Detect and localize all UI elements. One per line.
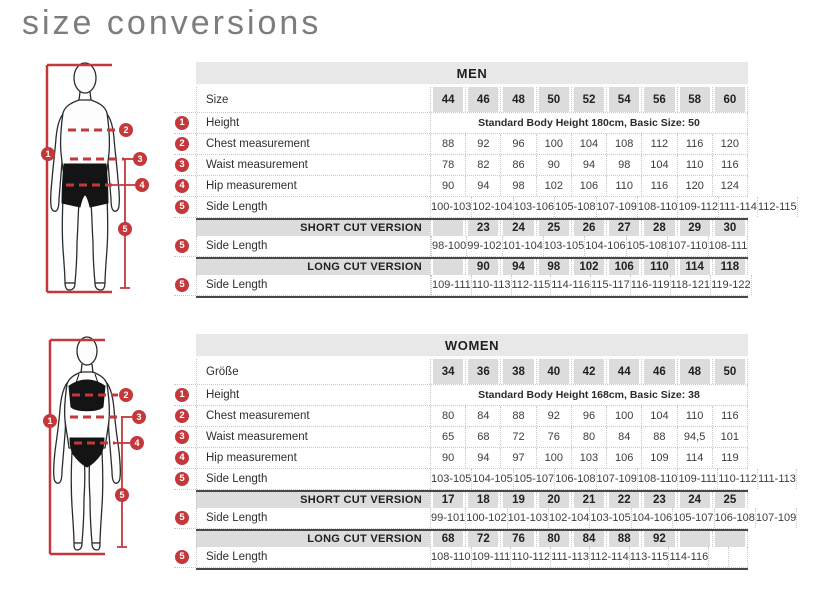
svg-text:3: 3	[136, 412, 142, 423]
value-cell: 103-105	[589, 508, 630, 528]
measure-row	[174, 448, 748, 469]
size-cell: 34	[430, 359, 465, 384]
value-cell: 120	[712, 134, 748, 154]
section-size-cell: 22	[606, 492, 641, 508]
measure-row	[174, 113, 748, 134]
size-cell: 38	[500, 359, 535, 384]
value-cell: 108-110	[637, 469, 678, 489]
svg-text:2: 2	[123, 125, 129, 136]
measure-row	[174, 406, 748, 427]
row-label: Side Length	[196, 469, 430, 489]
value-cell: 90	[430, 176, 465, 196]
value-cell: 76	[536, 427, 571, 447]
section-size-cell: 17	[430, 492, 465, 508]
value-cell: 108-111	[708, 236, 749, 256]
section-title: SHORT CUT VERSION	[196, 492, 430, 508]
marker-gutter	[174, 359, 196, 384]
female-figure-illustration	[30, 332, 155, 592]
value-cell: 80	[571, 427, 606, 447]
value-cell: 98	[606, 155, 641, 175]
row-label: Waist measurement	[196, 155, 430, 175]
value-cell: 86	[500, 155, 535, 175]
value-cell: 84	[606, 427, 641, 447]
row-label: Hip measurement	[196, 448, 430, 468]
row-marker-4: 4	[175, 451, 189, 465]
value-cell: 102-104	[548, 508, 589, 528]
row-marker-3: 3	[175, 158, 189, 172]
row-label: Side Length	[196, 508, 430, 528]
value-cell: 98	[500, 176, 535, 196]
value-cell: 101-103	[507, 508, 548, 528]
value-cell: 94,5	[677, 427, 712, 447]
value-cell: 110-113	[471, 275, 511, 295]
section-size-cell: 23	[465, 220, 500, 236]
value-cell: 112	[641, 134, 676, 154]
value-cell: 114-116	[668, 547, 708, 567]
value-cell: 82	[465, 155, 500, 175]
section-size-cell: 98	[536, 259, 571, 275]
svg-text:4: 4	[134, 438, 140, 449]
row-label: Side Length	[196, 197, 430, 217]
value-cell: 105-107	[672, 508, 713, 528]
value-cell: 90	[430, 448, 465, 468]
value-cell: 104	[641, 155, 676, 175]
size-cell: 54	[606, 87, 641, 112]
marker-gutter	[174, 155, 196, 175]
value-cell: 118-121	[670, 275, 711, 295]
row-marker-1: 1	[175, 388, 189, 402]
section-size-cell: 68	[430, 531, 465, 547]
value-cell: 103-105	[543, 236, 584, 256]
measure-row	[174, 134, 748, 155]
size-cell: 58	[677, 87, 712, 112]
svg-text:1: 1	[45, 149, 51, 160]
size-cell: 44	[606, 359, 641, 384]
value-cell: 94	[465, 176, 500, 196]
size-cell: 36	[465, 359, 500, 384]
marker-gutter	[174, 197, 196, 217]
value-cell: 114	[677, 448, 712, 468]
row-label: Side Length	[196, 236, 430, 256]
value-cell	[728, 547, 748, 567]
section-size-cell: 23	[641, 492, 676, 508]
marker-gutter	[174, 547, 196, 567]
value-cell: 84	[465, 406, 500, 426]
value-cell: 100	[536, 448, 571, 468]
value-cell: 94	[465, 448, 500, 468]
value-cell	[708, 547, 727, 567]
row-label: Side Length	[196, 547, 430, 567]
measure-row	[174, 176, 748, 197]
svg-text:5: 5	[119, 490, 125, 501]
marker-gutter	[174, 176, 196, 196]
value-cell: 105-108	[554, 197, 595, 217]
size-cell: 46	[465, 87, 500, 112]
row-marker-3: 3	[175, 430, 189, 444]
row-marker-5: 5	[175, 472, 189, 486]
value-cell: 119	[712, 448, 748, 468]
section-title: SHORT CUT VERSION	[196, 220, 430, 236]
section-size-cell: 84	[571, 531, 606, 547]
marker-gutter	[174, 259, 196, 275]
height-note: Standard Body Height 168cm, Basic Size: 38	[430, 385, 748, 405]
section-size-cell: 92	[641, 531, 676, 547]
value-cell: 109	[641, 448, 676, 468]
value-cell: 90	[536, 155, 571, 175]
value-cell: 112-115	[757, 197, 798, 217]
row-marker-2: 2	[175, 409, 189, 423]
value-cell: 106-108	[714, 508, 755, 528]
value-cell: 112-115	[511, 275, 551, 295]
size-cell: 60	[712, 87, 748, 112]
value-cell: 110-112	[510, 547, 550, 567]
row-marker-5: 5	[175, 511, 189, 525]
value-cell: 99-102	[466, 236, 501, 256]
value-cell: 104	[641, 406, 676, 426]
value-cell: 109-112	[677, 197, 718, 217]
value-cell: 111-113	[550, 547, 589, 567]
row-marker-5: 5	[175, 550, 189, 564]
value-cell: 110-112	[717, 469, 757, 489]
value-cell: 109-111	[471, 547, 511, 567]
value-cell: 108-110	[637, 197, 678, 217]
table-bottom-line	[196, 568, 748, 570]
section-title: LONG CUT VERSION	[196, 531, 430, 547]
value-cell: 103-105	[430, 469, 471, 489]
size-cell: 42	[571, 359, 606, 384]
marker-gutter	[174, 220, 196, 236]
section-size-cell: 94	[500, 259, 535, 275]
value-cell: 116	[712, 155, 748, 175]
marker-gutter	[174, 427, 196, 447]
measure-row	[174, 508, 797, 529]
men-size-table	[174, 62, 797, 298]
value-cell: 120	[677, 176, 712, 196]
value-cell: 96	[571, 406, 606, 426]
section-size-cell: 30	[712, 220, 748, 236]
svg-text:3: 3	[137, 154, 143, 165]
row-label: Chest measurement	[196, 406, 430, 426]
marker-gutter	[174, 87, 196, 112]
value-cell: 111-113	[757, 469, 797, 489]
value-cell: 108	[606, 134, 641, 154]
measure-row	[174, 547, 748, 568]
value-cell: 110	[677, 406, 712, 426]
value-cell: 102-104	[471, 197, 512, 217]
marker-gutter	[174, 275, 196, 295]
size-cell: 56	[641, 87, 676, 112]
section-size-cell: 90	[465, 259, 500, 275]
marker-gutter	[174, 448, 196, 468]
table-bottom-line	[196, 296, 748, 298]
size-cell: 52	[571, 87, 606, 112]
value-cell: 100-102	[465, 508, 506, 528]
measure-row	[174, 385, 748, 406]
section-size-cell: 21	[571, 492, 606, 508]
table-title: WOMEN	[196, 334, 748, 356]
male-body-outline	[51, 63, 120, 290]
value-cell: 106	[606, 448, 641, 468]
row-marker-5: 5	[175, 239, 189, 253]
value-cell: 107-109	[755, 508, 797, 528]
value-cell: 104-106	[631, 508, 672, 528]
row-marker-1: 1	[175, 116, 189, 130]
value-cell: 108-110	[430, 547, 471, 567]
marker-gutter	[174, 492, 196, 508]
value-cell: 78	[430, 155, 465, 175]
value-cell: 114-116	[550, 275, 590, 295]
section-size-cell: 80	[536, 531, 571, 547]
marker-gutter	[174, 385, 196, 405]
section-size-cell: 20	[536, 492, 571, 508]
section-size-cell: 25	[536, 220, 571, 236]
measure-row	[174, 155, 748, 176]
section-size-cell: 102	[571, 259, 606, 275]
svg-text:1: 1	[47, 416, 53, 427]
section-size-cell	[677, 531, 712, 547]
row-label: Waist measurement	[196, 427, 430, 447]
value-cell: 113-115	[629, 547, 669, 567]
section-size-cell: 76	[500, 531, 535, 547]
row-marker-5: 5	[175, 200, 189, 214]
marker-gutter	[174, 134, 196, 154]
women-size-table	[174, 334, 797, 570]
value-cell: 107-109	[596, 469, 637, 489]
row-marker-5: 5	[175, 278, 189, 292]
value-cell: 104	[571, 134, 606, 154]
value-cell: 88	[500, 406, 535, 426]
size-cell: 48	[500, 87, 535, 112]
value-cell: 103	[571, 448, 606, 468]
section-size-cell: 19	[500, 492, 535, 508]
value-cell: 111-114	[718, 197, 757, 217]
size-cell: 50	[712, 359, 748, 384]
section-size-cell: 24	[677, 492, 712, 508]
size-header-row	[174, 87, 748, 113]
section-header-row	[174, 531, 748, 547]
value-cell: 102	[536, 176, 571, 196]
row-marker-2: 2	[175, 137, 189, 151]
value-cell: 110	[677, 155, 712, 175]
size-cell: 44	[430, 87, 465, 112]
value-cell: 107-110	[667, 236, 708, 256]
value-cell: 94	[571, 155, 606, 175]
section-size-cell: 114	[677, 259, 712, 275]
value-cell: 100-103	[430, 197, 471, 217]
value-cell: 116	[641, 176, 676, 196]
section-size-cell: 118	[712, 259, 748, 275]
svg-text:5: 5	[122, 224, 128, 235]
value-cell: 65	[430, 427, 465, 447]
svg-text:4: 4	[139, 180, 145, 191]
value-cell: 116	[712, 406, 748, 426]
marker-gutter	[174, 236, 196, 256]
value-cell: 100	[536, 134, 571, 154]
value-cell: 116-119	[630, 275, 670, 295]
row-label: Side Length	[196, 275, 430, 295]
value-cell: 104-105	[471, 469, 512, 489]
section-size-cell: 26	[571, 220, 606, 236]
value-cell: 115-117	[590, 275, 630, 295]
section-size-cell: 28	[641, 220, 676, 236]
value-cell: 80	[430, 406, 465, 426]
value-cell: 106	[571, 176, 606, 196]
measure-row	[174, 197, 797, 218]
section-size-cell: 24	[500, 220, 535, 236]
value-cell: 107-109	[596, 197, 637, 217]
marker-gutter	[174, 469, 196, 489]
value-cell: 110	[606, 176, 641, 196]
value-cell: 88	[430, 134, 465, 154]
marker-gutter	[174, 531, 196, 547]
section-size-cell: 110	[641, 259, 676, 275]
table-title: MEN	[196, 62, 748, 84]
value-cell: 99-101	[430, 508, 465, 528]
section-size-cell	[430, 220, 465, 236]
value-cell: 101-104	[502, 236, 543, 256]
marker-gutter	[174, 508, 196, 528]
value-cell: 92	[536, 406, 571, 426]
value-cell: 98-100	[431, 236, 466, 256]
marker-gutter	[174, 113, 196, 133]
value-cell: 105-107	[513, 469, 554, 489]
row-marker-4: 4	[175, 179, 189, 193]
svg-text:2: 2	[123, 390, 129, 401]
section-header-row	[174, 492, 748, 508]
value-cell: 100	[606, 406, 641, 426]
section-size-cell: 18	[465, 492, 500, 508]
value-cell: 124	[712, 176, 748, 196]
size-cell: 50	[536, 87, 571, 112]
measure-row	[174, 427, 748, 448]
value-cell: 112-114	[589, 547, 629, 567]
section-size-cell	[712, 531, 748, 547]
size-label: Größe	[196, 359, 430, 384]
value-cell: 104-106	[584, 236, 625, 256]
section-size-cell: 88	[606, 531, 641, 547]
male-figure-illustration	[35, 57, 160, 297]
male-head	[74, 63, 96, 93]
value-cell: 109-111	[431, 275, 471, 295]
row-label: Hip measurement	[196, 176, 430, 196]
value-cell: 101	[712, 427, 748, 447]
size-cell: 46	[641, 359, 676, 384]
value-cell: 119-122	[710, 275, 752, 295]
height-note: Standard Body Height 180cm, Basic Size: 50	[430, 113, 748, 133]
value-cell: 68	[465, 427, 500, 447]
section-size-cell: 25	[712, 492, 748, 508]
measure-row	[174, 236, 748, 257]
value-cell: 109-111	[677, 469, 717, 489]
section-size-cell: 29	[677, 220, 712, 236]
value-cell: 103-106	[513, 197, 554, 217]
section-size-cell: 72	[465, 531, 500, 547]
size-label: Size	[196, 87, 430, 112]
value-cell: 106-108	[554, 469, 595, 489]
section-size-cell	[430, 259, 465, 275]
row-label: Chest measurement	[196, 134, 430, 154]
marker-gutter	[174, 406, 196, 426]
row-label: Height	[196, 385, 430, 405]
page-title: size conversions	[22, 4, 322, 42]
row-label: Height	[196, 113, 430, 133]
measure-row	[174, 469, 796, 490]
section-title: LONG CUT VERSION	[196, 259, 430, 275]
value-cell: 96	[500, 134, 535, 154]
value-cell: 97	[500, 448, 535, 468]
value-cell: 116	[677, 134, 712, 154]
section-header-row	[174, 259, 748, 275]
section-header-row	[174, 220, 748, 236]
size-cell: 40	[536, 359, 571, 384]
size-cell: 48	[677, 359, 712, 384]
size-header-row	[174, 359, 748, 385]
section-size-cell: 106	[606, 259, 641, 275]
section-size-cell: 27	[606, 220, 641, 236]
value-cell: 105-108	[626, 236, 667, 256]
value-cell: 88	[641, 427, 676, 447]
measure-row	[174, 275, 751, 296]
value-cell: 92	[465, 134, 500, 154]
value-cell: 72	[500, 427, 535, 447]
